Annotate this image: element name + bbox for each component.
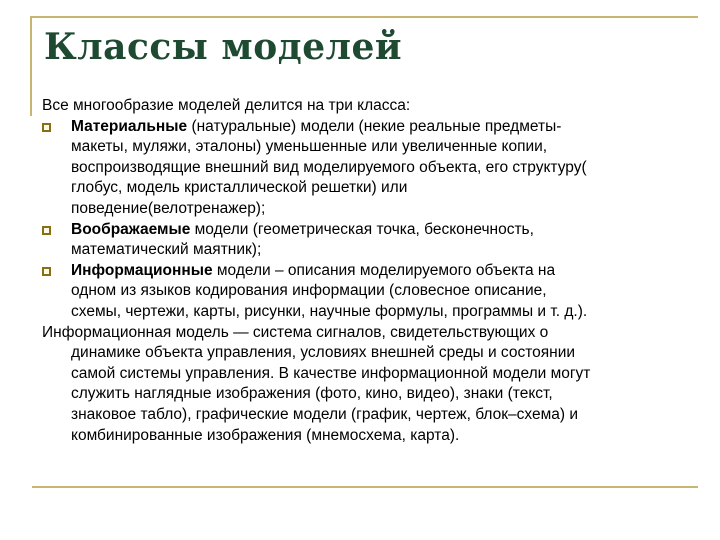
item-text-line: воспроизводящие внешний вид моделируемого объекта, его структуру( xyxy=(71,158,587,176)
item-text-line: схемы, чертежи, карты, рисунки, научные формулы, программы и т. д.). xyxy=(71,302,588,320)
list-item-material xyxy=(42,117,692,220)
frame-vertical-rule xyxy=(30,16,32,116)
bottom-rule xyxy=(32,486,698,488)
item-text: модели – описания моделируемого объекта на xyxy=(212,261,556,279)
item-text-line: математический маятник); xyxy=(71,241,262,259)
item-text-line: поведение(велотренажер); xyxy=(71,199,266,217)
list-item-imaginary xyxy=(42,220,692,261)
item-term: Материальные xyxy=(71,117,188,135)
slide-body xyxy=(42,96,692,446)
intro-text: Все многообразие моделей делится на три класса: xyxy=(42,97,411,114)
definition-first-line: Информационная модель — система сигналов, свидетельствующих о xyxy=(42,323,549,341)
item-text: модели (геометрическая точка, бесконечность, xyxy=(190,220,534,238)
square-bullet-icon xyxy=(42,267,51,276)
square-bullet-icon xyxy=(42,226,51,235)
definition-line: знаковое табло), графические модели (график, чертеж, блок–схема) и xyxy=(71,405,578,423)
definition-line: самой системы управления. В качестве информационной модели могут xyxy=(71,364,591,382)
item-text-line: одном из языков кодирования информации (словесное описание, xyxy=(71,282,547,300)
item-text: (натуральные) модели (некие реальные предметы- xyxy=(187,117,562,135)
slide-title: Классы моделей xyxy=(44,26,403,68)
item-term: Информационные xyxy=(71,261,213,279)
definition-paragraph xyxy=(42,323,692,447)
definition-line: служить наглядные изображения (фото, кино, видео), знаки (текст, xyxy=(71,385,553,403)
item-text-line: макеты, муляжи, эталоны) уменьшенные или увеличенные копии, xyxy=(71,138,548,156)
frame-top-rule xyxy=(30,16,698,18)
definition-line: комбинированные изображения (мнемосхема, карта). xyxy=(71,426,460,444)
item-term: Воображаемые xyxy=(71,220,191,238)
list-item-informational xyxy=(42,261,692,323)
square-bullet-icon xyxy=(42,123,51,132)
item-text-line: глобус, модель кристаллической решетки) или xyxy=(71,179,408,197)
definition-line: динамике объекта управления, условиях внешней среды и состоянии xyxy=(71,344,576,362)
